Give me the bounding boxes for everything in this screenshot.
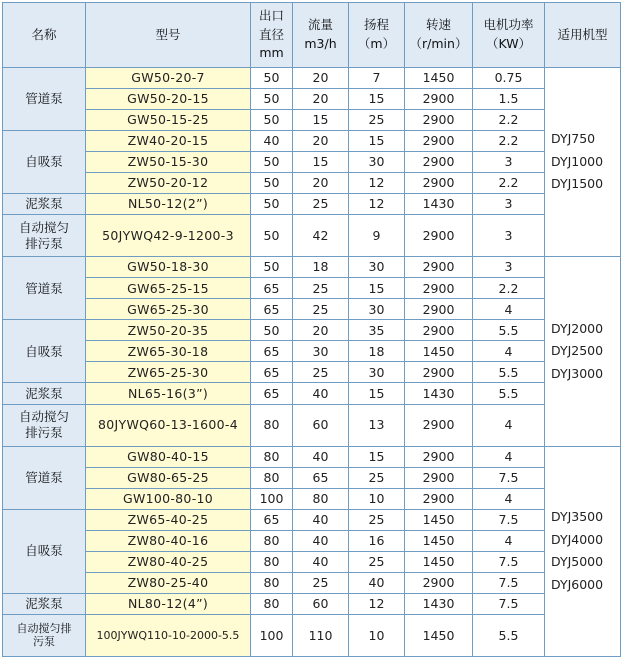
table-row [3, 89, 621, 110]
model-cell: 50JYWQ42-9-1200-3 [86, 215, 251, 257]
model-cell: ZW50-20-35 [86, 320, 251, 341]
category-label: 自吸泵 [25, 543, 63, 559]
table-row [3, 446, 621, 467]
head-cell: 30 [349, 257, 405, 278]
head-cell: 18 [349, 341, 405, 362]
category-cell [3, 383, 86, 404]
applicable-model-label: DYJ3500 [551, 509, 604, 525]
speed-cell: 2900 [405, 131, 473, 152]
table-row [3, 320, 621, 341]
head-cell: 35 [349, 320, 405, 341]
outlet-cell: 80 [251, 593, 293, 614]
head-cell: 25 [349, 551, 405, 572]
head-cell: 30 [349, 362, 405, 383]
head-cell: 12 [349, 194, 405, 215]
category-label: 自动搅匀 [18, 409, 69, 425]
header-head-line2: （m） [357, 36, 396, 51]
outlet-cell: 50 [251, 320, 293, 341]
model-cell: 80JYWQ60-13-1600-4 [86, 404, 251, 446]
head-cell: 25 [349, 110, 405, 131]
flow-cell: 40 [293, 551, 349, 572]
power-cell: 2.2 [473, 131, 545, 152]
speed-cell: 2900 [405, 488, 473, 509]
table-row [3, 215, 621, 257]
model-cell: GW80-65-25 [86, 467, 251, 488]
outlet-cell: 80 [251, 551, 293, 572]
header-speed [405, 3, 473, 68]
head-cell: 12 [349, 593, 405, 614]
model-cell: ZW80-25-40 [86, 572, 251, 593]
category-label: 管道泵 [25, 91, 63, 107]
head-cell: 25 [349, 467, 405, 488]
flow-cell: 20 [293, 131, 349, 152]
outlet-cell: 50 [251, 152, 293, 173]
power-cell: 4 [473, 446, 545, 467]
head-cell: 15 [349, 89, 405, 110]
head-cell: 9 [349, 215, 405, 257]
category-cell [3, 68, 86, 131]
table-row [3, 404, 621, 446]
flow-cell: 15 [293, 152, 349, 173]
flow-cell: 40 [293, 446, 349, 467]
speed-cell: 2900 [405, 467, 473, 488]
power-cell: 2.2 [473, 173, 545, 194]
flow-cell: 20 [293, 68, 349, 89]
power-cell: 1.5 [473, 89, 545, 110]
power-cell: 4 [473, 299, 545, 320]
table-row [3, 509, 621, 530]
power-cell: 7.5 [473, 593, 545, 614]
header-power [473, 3, 545, 68]
table-row [3, 152, 621, 173]
header-power-line1: 电机功率 [483, 17, 534, 33]
flow-cell: 80 [293, 488, 349, 509]
category-label: 排污泵 [25, 235, 63, 251]
flow-cell: 25 [293, 299, 349, 320]
applicable-model-label: DYJ2500 [551, 343, 604, 359]
power-cell: 7.5 [473, 572, 545, 593]
header-name: 名称 [3, 3, 86, 68]
head-cell: 7 [349, 68, 405, 89]
table-row [3, 383, 621, 404]
header-outlet-line1: 出口 [258, 7, 284, 23]
category-cell [3, 257, 86, 320]
power-cell: 3 [473, 194, 545, 215]
outlet-cell: 50 [251, 89, 293, 110]
power-cell: 2.2 [473, 278, 545, 299]
head-cell: 15 [349, 131, 405, 152]
table-row [3, 110, 621, 131]
speed-cell: 2900 [405, 362, 473, 383]
head-cell: 15 [349, 383, 405, 404]
model-cell: ZW40-20-15 [86, 131, 251, 152]
speed-cell: 2900 [405, 299, 473, 320]
header-head-line1: 扬程 [363, 17, 389, 33]
outlet-cell: 80 [251, 446, 293, 467]
category-label: 管道泵 [25, 280, 63, 296]
category-label: 自吸泵 [25, 154, 63, 170]
applicable-model-cell [545, 446, 621, 656]
table-row [3, 194, 621, 215]
head-cell: 15 [349, 278, 405, 299]
pump-spec-table-container [2, 2, 620, 657]
model-cell: ZW50-15-30 [86, 152, 251, 173]
category-cell [3, 509, 86, 593]
outlet-cell: 50 [251, 215, 293, 257]
category-cell [3, 131, 86, 194]
applicable-model-label: DYJ3000 [551, 365, 604, 381]
power-cell: 2.2 [473, 110, 545, 131]
table-body [3, 68, 621, 657]
flow-cell: 25 [293, 194, 349, 215]
flow-cell: 40 [293, 383, 349, 404]
applicable-model-label: DYJ6000 [551, 576, 604, 592]
table-row [3, 278, 621, 299]
outlet-cell: 65 [251, 299, 293, 320]
speed-cell: 2900 [405, 110, 473, 131]
speed-cell: 2900 [405, 89, 473, 110]
outlet-cell: 50 [251, 194, 293, 215]
speed-cell: 2900 [405, 404, 473, 446]
table-row [3, 488, 621, 509]
header-head [349, 3, 405, 68]
flow-cell: 60 [293, 593, 349, 614]
outlet-cell: 100 [251, 488, 293, 509]
head-cell: 10 [349, 614, 405, 656]
model-cell: GW100-80-10 [86, 488, 251, 509]
flow-cell: 60 [293, 404, 349, 446]
category-cell [3, 593, 86, 614]
model-cell: ZW65-40-25 [86, 509, 251, 530]
speed-cell: 1450 [405, 509, 473, 530]
head-cell: 15 [349, 446, 405, 467]
head-cell: 30 [349, 299, 405, 320]
power-cell: 4 [473, 341, 545, 362]
outlet-cell: 65 [251, 341, 293, 362]
power-cell: 4 [473, 530, 545, 551]
flow-cell: 40 [293, 509, 349, 530]
table-row [3, 173, 621, 194]
speed-cell: 2900 [405, 572, 473, 593]
category-label: 管道泵 [25, 469, 63, 485]
model-cell: GW65-25-30 [86, 299, 251, 320]
flow-cell: 30 [293, 341, 349, 362]
table-row [3, 299, 621, 320]
outlet-cell: 65 [251, 278, 293, 299]
category-label: 泥浆泵 [25, 196, 63, 212]
speed-cell: 1450 [405, 551, 473, 572]
speed-cell: 1430 [405, 383, 473, 404]
model-cell: GW50-20-15 [86, 89, 251, 110]
applicable-model-label: DYJ1000 [551, 153, 604, 169]
head-cell: 10 [349, 488, 405, 509]
power-cell: 5.5 [473, 614, 545, 656]
applicable-model-cell [545, 257, 621, 446]
header-flow-line1: 流量 [307, 17, 333, 33]
speed-cell: 2900 [405, 215, 473, 257]
header-outlet-line3: mm [259, 45, 284, 61]
outlet-cell: 80 [251, 404, 293, 446]
power-cell: 7.5 [473, 467, 545, 488]
category-label: 自吸泵 [25, 343, 63, 359]
header-app: 适用机型 [545, 3, 621, 68]
header-model: 型号 [86, 3, 251, 68]
head-cell: 16 [349, 530, 405, 551]
header-speed-line1: 转速 [425, 17, 451, 33]
flow-cell: 25 [293, 362, 349, 383]
outlet-cell: 50 [251, 257, 293, 278]
power-cell: 7.5 [473, 551, 545, 572]
speed-cell: 2900 [405, 320, 473, 341]
outlet-cell: 80 [251, 530, 293, 551]
header-flow [293, 3, 349, 68]
table-row [3, 572, 621, 593]
model-cell: GW80-40-15 [86, 446, 251, 467]
speed-cell: 1450 [405, 614, 473, 656]
category-cell [3, 446, 86, 509]
category-label: 排污泵 [25, 425, 63, 441]
table-row [3, 257, 621, 278]
outlet-cell: 80 [251, 572, 293, 593]
power-cell: 4 [473, 488, 545, 509]
category-label: 泥浆泵 [25, 385, 63, 401]
speed-cell: 1430 [405, 194, 473, 215]
model-cell: ZW65-25-30 [86, 362, 251, 383]
category-cell [3, 320, 86, 383]
category-cell [3, 404, 86, 446]
header-flow-line2: m3/h [304, 36, 337, 51]
category-label: 泥浆泵 [25, 595, 63, 611]
model-cell: ZW65-30-18 [86, 341, 251, 362]
model-cell: GW65-25-15 [86, 278, 251, 299]
flow-cell: 110 [293, 614, 349, 656]
model-cell: GW50-15-25 [86, 110, 251, 131]
power-cell: 3 [473, 257, 545, 278]
flow-cell: 20 [293, 173, 349, 194]
speed-cell: 1450 [405, 341, 473, 362]
outlet-cell: 40 [251, 131, 293, 152]
flow-cell: 65 [293, 467, 349, 488]
speed-cell: 2900 [405, 152, 473, 173]
model-cell: NL65-16(3”) [86, 383, 251, 404]
table-row [3, 131, 621, 152]
table-row [3, 614, 621, 656]
applicable-model-label: DYJ750 [551, 131, 596, 147]
power-cell: 5.5 [473, 320, 545, 341]
speed-cell: 2900 [405, 446, 473, 467]
outlet-cell: 100 [251, 614, 293, 656]
head-cell: 13 [349, 404, 405, 446]
speed-cell: 1450 [405, 68, 473, 89]
pump-spec-table [2, 2, 621, 657]
table-row [3, 551, 621, 572]
flow-cell: 42 [293, 215, 349, 257]
flow-cell: 15 [293, 110, 349, 131]
flow-cell: 40 [293, 530, 349, 551]
power-cell: 3 [473, 152, 545, 173]
header-row [3, 3, 621, 68]
speed-cell: 1430 [405, 593, 473, 614]
table-row [3, 467, 621, 488]
speed-cell: 2900 [405, 278, 473, 299]
speed-cell: 2900 [405, 257, 473, 278]
model-cell: GW50-18-30 [86, 257, 251, 278]
flow-cell: 18 [293, 257, 349, 278]
category-cell [3, 614, 86, 656]
power-cell: 4 [473, 404, 545, 446]
applicable-model-label: DYJ2000 [551, 320, 604, 336]
power-cell: 5.5 [473, 383, 545, 404]
model-cell: ZW80-40-25 [86, 551, 251, 572]
outlet-cell: 65 [251, 509, 293, 530]
applicable-model-cell [545, 68, 621, 257]
model-cell: GW50-20-7 [86, 68, 251, 89]
flow-cell: 20 [293, 320, 349, 341]
flow-cell: 20 [293, 89, 349, 110]
category-label: 自动搅匀 [18, 220, 69, 236]
model-cell: ZW80-40-16 [86, 530, 251, 551]
speed-cell: 1450 [405, 530, 473, 551]
table-row [3, 341, 621, 362]
head-cell: 30 [349, 152, 405, 173]
table-row [3, 593, 621, 614]
model-cell: NL50-12(2”) [86, 194, 251, 215]
flow-cell: 25 [293, 278, 349, 299]
flow-cell: 25 [293, 572, 349, 593]
outlet-cell: 50 [251, 110, 293, 131]
header-speed-line2: （r/min） [409, 36, 468, 51]
power-cell: 7.5 [473, 509, 545, 530]
table-row [3, 68, 621, 89]
category-cell [3, 194, 86, 215]
power-cell: 3 [473, 215, 545, 257]
model-cell: 100JYWQ110-10-2000-5.5 [86, 614, 251, 656]
applicable-model-label: DYJ4000 [551, 531, 604, 547]
head-cell: 25 [349, 509, 405, 530]
header-power-line2: （KW） [485, 36, 532, 51]
head-cell: 40 [349, 572, 405, 593]
header-outlet [251, 3, 293, 68]
model-cell: NL80-12(4”) [86, 593, 251, 614]
power-cell: 5.5 [473, 362, 545, 383]
outlet-cell: 50 [251, 68, 293, 89]
head-cell: 12 [349, 173, 405, 194]
table-row [3, 362, 621, 383]
power-cell: 0.75 [473, 68, 545, 89]
applicable-model-label: DYJ5000 [551, 554, 604, 570]
outlet-cell: 50 [251, 173, 293, 194]
speed-cell: 2900 [405, 173, 473, 194]
category-cell [3, 215, 86, 257]
outlet-cell: 65 [251, 362, 293, 383]
header-outlet-line2: 直径 [258, 26, 284, 42]
table-row [3, 530, 621, 551]
outlet-cell: 65 [251, 383, 293, 404]
outlet-cell: 80 [251, 467, 293, 488]
applicable-model-label: DYJ1500 [551, 176, 604, 192]
category-label: 污泵 [33, 635, 55, 649]
model-cell: ZW50-20-12 [86, 173, 251, 194]
category-label: 自动搅匀排 [16, 621, 72, 635]
